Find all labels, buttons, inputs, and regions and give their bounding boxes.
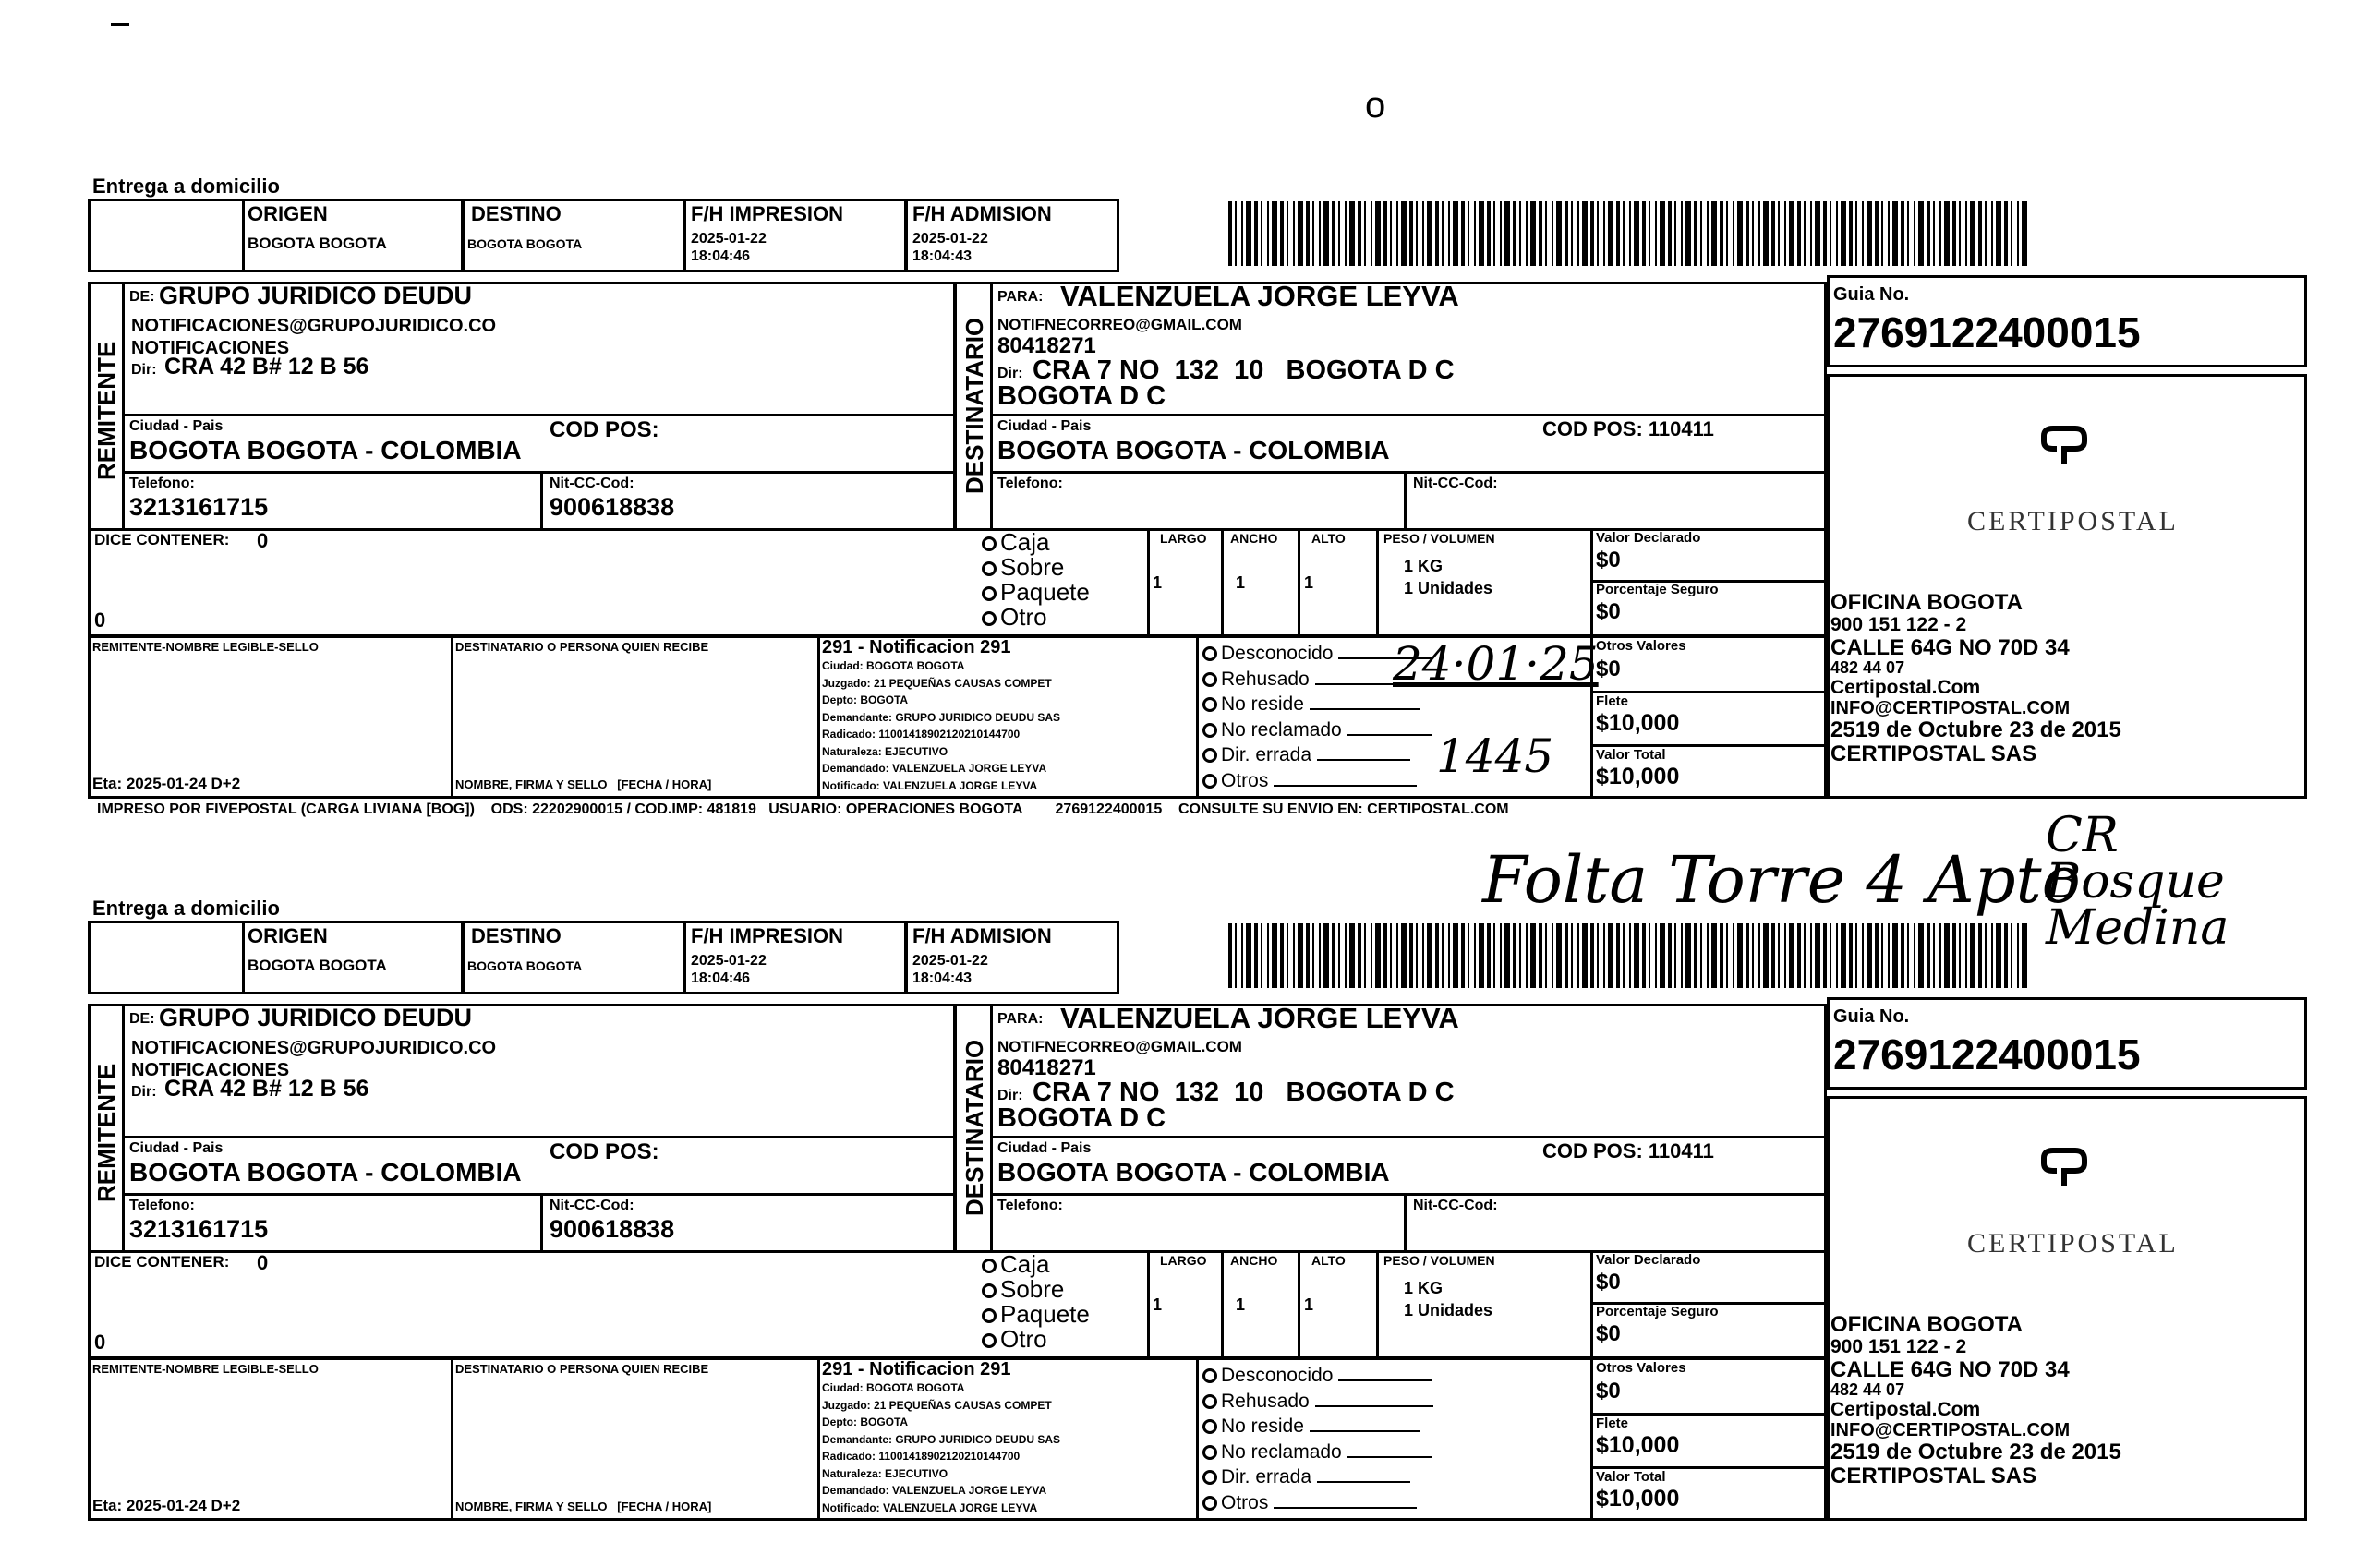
eta-value: Eta: 2025-01-24 D+2	[92, 775, 241, 792]
office-lines-item	[1830, 699, 2121, 719]
nit-label-dest: Nit-CC-Cod:	[1413, 1198, 1498, 1213]
item-text: OFICINA BOGOTA	[1830, 1312, 2023, 1337]
pseguro-label: Porcentaje Seguro	[1596, 582, 1719, 597]
admision-date: 2025-01-22	[912, 231, 988, 247]
pseguro-value: $0	[1596, 1321, 1621, 1346]
item-text: Desconocido	[1221, 643, 1334, 664]
destinatario-vertical-label: DESTINATARIO	[960, 317, 988, 494]
blank-line	[1317, 1481, 1410, 1483]
item-text: Caja	[1000, 528, 1050, 556]
firma-label: NOMBRE, FIRMA Y SELLO [FECHA / HORA]	[455, 1500, 712, 1513]
dim-vline3	[1376, 1250, 1379, 1359]
contenido-box	[88, 528, 1827, 637]
destinatario-direccion: CRA 7 NO 132 10 BOGOTA D C	[1033, 355, 1455, 385]
tipo-item	[982, 530, 1090, 555]
valdec-label: Valor Declarado	[1596, 1252, 1701, 1268]
destinatario-divider	[990, 282, 993, 531]
radio-circle-icon	[982, 611, 997, 626]
remitente-ciudad: BOGOTA BOGOTA - COLOMBIA	[129, 1158, 522, 1187]
office-lines-item	[1830, 1400, 2121, 1421]
ciudad-label-dest: Ciudad - Pais	[997, 418, 1092, 434]
item-text: Desconocido	[1221, 1365, 1334, 1386]
certipostal-logo-icon	[2036, 425, 2092, 467]
flete-value: $10,000	[1596, 710, 1680, 736]
item-text: Naturaleza: EJECUTIVO	[822, 1466, 948, 1480]
destinatario-id: 80418271	[997, 1055, 1096, 1080]
notif-lines-item	[822, 657, 1060, 675]
para-label: PARA:	[997, 1011, 1044, 1027]
office-lines-item	[1830, 659, 2121, 677]
footer-text: IMPRESO POR FIVEPOSTAL (CARGA LIVIANA [BOG]) ODS: 22202900015 / COD.IMP: 481819 USUARIO: OPERACIONES BOGOTA 2769122400015 CONSULTE SU ENVIO EN: CERTIPOSTAL.COM	[97, 801, 1509, 817]
office-lines-item	[1830, 591, 2121, 615]
dim-vline0	[1147, 528, 1150, 637]
item-text: 482 44 07	[1830, 658, 1905, 678]
office-lines-item	[1830, 1381, 2121, 1399]
dice-zero: 0	[94, 1331, 106, 1354]
impresion-time: 18:04:46	[691, 248, 751, 264]
rem-hline2	[122, 471, 956, 474]
tipo-item	[982, 580, 1090, 605]
remitente-email: NOTIFICACIONES@GRUPOJURIDICO.CO	[131, 1038, 497, 1058]
peso-label: PESO / VOLUMEN	[1383, 1253, 1495, 1268]
de-label: DE:	[129, 1011, 155, 1027]
remitente-divider	[122, 1004, 125, 1253]
radio-circle-icon	[982, 1283, 997, 1298]
item-text: CERTIPOSTAL SAS	[1830, 1464, 2037, 1489]
admision-header: F/H ADMISION	[912, 924, 1052, 947]
item-text: Sobre	[1000, 1275, 1065, 1303]
item-text: Radicado: 11001418902120210144700	[822, 728, 1021, 741]
item-text: Juzgado: 21 PEQUEÑAS CAUSAS COMPET	[822, 676, 1052, 690]
impresion-header: F/H IMPRESION	[691, 202, 844, 225]
admision-header: F/H ADMISION	[912, 202, 1052, 225]
remitente-direccion: CRA 42 B# 12 B 56	[164, 1076, 369, 1102]
item-text: No reclamado	[1221, 1440, 1342, 1463]
item-text: INFO@CERTIPOSTAL.COM	[1830, 1419, 2071, 1440]
destinatario-ciudad: BOGOTA BOGOTA - COLOMBIA	[997, 436, 1390, 464]
motivos-item	[1202, 1440, 1433, 1465]
firma-label: NOMBRE, FIRMA Y SELLO [FECHA / HORA]	[455, 777, 712, 791]
item-text: Otros	[1221, 1491, 1269, 1513]
telefono-label-dest: Telefono:	[997, 1198, 1063, 1213]
destinatario-email: NOTIFNECORREO@GMAIL.COM	[997, 316, 1242, 333]
header-empty-box	[88, 921, 245, 994]
ancho-value: 1	[1236, 1295, 1246, 1314]
alto-value: 1	[1304, 573, 1314, 592]
office-lines-item	[1830, 1358, 2121, 1382]
destinatario-email: NOTIFNECORREO@GMAIL.COM	[997, 1038, 1242, 1055]
dim-vline3	[1376, 528, 1379, 637]
dest-hline1	[990, 1136, 1827, 1138]
dest-vline	[1404, 471, 1407, 531]
item-text: 2519 de Octubre 23 de 2015	[1830, 1440, 2121, 1465]
destinatario-direccion: CRA 7 NO 132 10 BOGOTA D C	[1033, 1078, 1455, 1107]
item-text: 900 151 122 - 2	[1830, 613, 1967, 635]
handwritten-note1: Folta Torre 4 Apto	[1482, 842, 2081, 918]
rem-vline	[540, 471, 543, 531]
ancho-label: ANCHO	[1230, 1253, 1278, 1268]
remitente-ciudad: BOGOTA BOGOTA - COLOMBIA	[129, 436, 522, 464]
remitente-vertical-label: REMITENTE	[92, 1063, 120, 1202]
guia-label: Guia No.	[1833, 284, 1910, 305]
pseguro-label: Porcentaje Seguro	[1596, 1304, 1719, 1319]
unidades-value: 1 Unidades	[1404, 1301, 1493, 1319]
remitente-telefono: 3213161715	[129, 1215, 269, 1243]
contenido-box	[88, 1250, 1827, 1359]
dim-vline0	[1147, 1250, 1150, 1359]
nit-label-dest: Nit-CC-Cod:	[1413, 476, 1498, 491]
radio-circle-icon	[1202, 1368, 1217, 1383]
largo-value: 1	[1153, 1295, 1163, 1314]
radio-circle-icon	[1202, 672, 1217, 687]
destino-header: DESTINO	[471, 924, 562, 947]
motivos-item	[1202, 1389, 1433, 1415]
item-text: Otro	[1000, 1325, 1047, 1353]
dest-hline2	[990, 1193, 1827, 1196]
entrega-label: Entrega a domicilio	[92, 897, 280, 920]
codpos-label: COD POS:	[550, 1139, 659, 1164]
office-lines-item	[1830, 636, 2121, 660]
office-lines-item	[1830, 615, 2121, 636]
tipo-options	[982, 1252, 1090, 1352]
telefono-label: Telefono:	[129, 1198, 195, 1213]
remitente-name: GRUPO JURIDICO DEUDU	[159, 282, 473, 309]
dest-recibe-label: DESTINATARIO O PERSONA QUIEN RECIBE	[455, 1362, 709, 1376]
destinatario-name: VALENZUELA JORGE LEYVA	[1060, 1002, 1459, 1034]
origen-header: ORIGEN	[248, 924, 328, 947]
dir-label: Dir:	[131, 362, 157, 378]
otros-value: $0	[1596, 657, 1621, 681]
radio-circle-icon	[982, 586, 997, 601]
item-text: CALLE 64G NO 70D 34	[1830, 634, 2070, 660]
dir-label-dest: Dir:	[997, 366, 1023, 381]
tipo-item	[982, 1327, 1090, 1352]
certipostal-logo-icon	[2036, 1147, 2092, 1189]
radio-circle-icon	[1202, 1496, 1217, 1511]
rem-vline	[540, 1193, 543, 1253]
item-text: Juzgado: 21 PEQUEÑAS CAUSAS COMPET	[822, 1398, 1052, 1412]
pseguro-value: $0	[1596, 599, 1621, 624]
alto-label: ALTO	[1311, 531, 1346, 546]
tipo-item	[982, 555, 1090, 580]
alto-value: 1	[1304, 1295, 1314, 1314]
item-text: Depto: BOGOTA	[822, 693, 909, 706]
dim-vline2	[1298, 528, 1300, 637]
dim-vline1	[1221, 528, 1224, 637]
tipo-options	[982, 530, 1090, 630]
item-text: Certipostal.Com	[1830, 676, 1981, 698]
item-text: 900 151 122 - 2	[1830, 1335, 1967, 1357]
largo-label: LARGO	[1160, 531, 1207, 546]
total-label: Valor Total	[1596, 1469, 1666, 1485]
destino-header: DESTINO	[471, 202, 562, 225]
remitente-nit: 900618838	[550, 493, 675, 521]
otros-label: Otros Valores	[1596, 638, 1686, 654]
barcode	[1228, 923, 2027, 988]
remitente-name: GRUPO JURIDICO DEUDU	[159, 1004, 473, 1031]
item-text: Ciudad: BOGOTA BOGOTA	[822, 659, 965, 672]
flete-label: Flete	[1596, 693, 1629, 709]
certipostal-brand: CERTIPOSTAL	[1967, 506, 2179, 536]
office-lines-item	[1830, 1421, 2121, 1441]
ciudad-label: Ciudad - Pais	[129, 1140, 224, 1156]
item-text: Paquete	[1000, 578, 1090, 606]
dice-contener-label: DICE CONTENER:	[94, 1253, 230, 1271]
unidades-value: 1 Unidades	[1404, 579, 1493, 597]
destinatario-name: VALENZUELA JORGE LEYVA	[1060, 280, 1459, 312]
dir-label-dest: Dir:	[997, 1088, 1023, 1103]
remitente-vertical-label: REMITENTE	[92, 341, 120, 480]
guia-number: 2769122400015	[1833, 308, 2141, 356]
item-text: Demandante: GRUPO JURIDICO DEUDU SAS	[822, 710, 1061, 724]
item-text: CALLE 64G NO 70D 34	[1830, 1356, 2070, 1382]
dest-hline2	[990, 471, 1827, 474]
radio-circle-icon	[982, 1308, 997, 1323]
item-text: Otro	[1000, 603, 1047, 631]
firma-vline3	[1196, 1357, 1199, 1521]
office-lines	[1830, 1313, 2121, 1488]
largo-label: LARGO	[1160, 1253, 1207, 1268]
remitente-email: NOTIFICACIONES@GRUPOJURIDICO.CO	[131, 316, 497, 336]
largo-value: 1	[1153, 573, 1163, 592]
item-text: No reside	[1221, 693, 1304, 715]
radio-circle-icon	[1202, 646, 1217, 661]
flete-value: $10,000	[1596, 1432, 1680, 1458]
guia-number: 2769122400015	[1833, 1030, 2141, 1078]
dim-vline2	[1298, 1250, 1300, 1359]
para-label: PARA:	[997, 289, 1044, 305]
de-label: DE:	[129, 289, 155, 305]
rem-hline1	[122, 414, 956, 416]
motivos-item	[1202, 1363, 1433, 1389]
item-text: INFO@CERTIPOSTAL.COM	[1830, 697, 2071, 718]
motivos-item	[1202, 1490, 1433, 1516]
item-text: No reside	[1221, 1416, 1304, 1437]
ancho-value: 1	[1236, 573, 1246, 592]
item-text: 2519 de Octubre 23 de 2015	[1830, 717, 2121, 743]
destinatario-divider	[990, 1004, 993, 1253]
guia-label: Guia No.	[1833, 1006, 1910, 1027]
office-lines-item	[1830, 1337, 2121, 1358]
remitente-telefono: 3213161715	[129, 493, 269, 521]
dest-recibe-label: DESTINATARIO O PERSONA QUIEN RECIBE	[455, 640, 709, 654]
item-text: Depto: BOGOTA	[822, 1416, 909, 1428]
admision-time: 18:04:43	[912, 248, 973, 264]
motivos-item	[1202, 692, 1433, 717]
item-text: Notificado: VALENZUELA JORGE LEYVA	[822, 1500, 1038, 1514]
remitente-name2: NOTIFICACIONES	[131, 1060, 290, 1080]
item-text: Dir. errada	[1221, 1466, 1312, 1488]
destino-value: BOGOTA BOGOTA	[467, 236, 583, 251]
dice-contener-value: 0	[257, 1251, 269, 1274]
item-text: Dir. errada	[1221, 744, 1312, 765]
certipostal-brand: CERTIPOSTAL	[1967, 1228, 2179, 1259]
valdec-value: $0	[1596, 548, 1621, 572]
nit-label: Nit-CC-Cod:	[550, 476, 634, 491]
radio-circle-icon	[1202, 1470, 1217, 1485]
destinatario-vertical-label: DESTINATARIO	[960, 1039, 988, 1216]
item-text: Sobre	[1000, 553, 1065, 581]
total-value: $10,000	[1596, 764, 1680, 789]
impresion-time: 18:04:46	[691, 970, 751, 986]
notif-lines-item	[822, 1500, 1060, 1517]
tipo-item	[982, 1252, 1090, 1277]
tipo-item	[982, 1277, 1090, 1302]
item-text: Rehusado	[1221, 668, 1310, 690]
top-mark: o	[1365, 85, 1386, 126]
item-text: Demandante: GRUPO JURIDICO DEUDU SAS	[822, 1432, 1061, 1446]
remitente-divider	[122, 282, 125, 531]
item-text: Rehusado	[1221, 1390, 1310, 1412]
blank-line	[1274, 1507, 1417, 1509]
rem-sello-label: REMITENTE-NOMBRE LEGIBLE-SELLO	[92, 1362, 319, 1376]
office-lines-item	[1830, 1440, 2121, 1464]
barcode	[1228, 201, 2027, 266]
motivos-item	[1202, 1464, 1433, 1490]
impresion-header: F/H IMPRESION	[691, 924, 844, 947]
remitente-name2: NOTIFICACIONES	[131, 338, 290, 358]
entrega-label: Entrega a domicilio	[92, 175, 280, 198]
destino-value: BOGOTA BOGOTA	[467, 958, 583, 973]
tipo-item	[982, 605, 1090, 630]
notif-lines-item	[822, 1482, 1060, 1500]
radio-circle-icon	[1202, 1394, 1217, 1409]
peso-value: 1 KG	[1404, 1279, 1444, 1297]
peso-value: 1 KG	[1404, 557, 1444, 575]
item-text: 482 44 07	[1830, 1380, 1905, 1400]
item-text: Ciudad: BOGOTA BOGOTA	[822, 1381, 965, 1394]
admision-date: 2025-01-22	[912, 953, 988, 969]
notif-lines-item	[822, 692, 1060, 709]
blank-line	[1315, 1405, 1433, 1407]
eta-value: Eta: 2025-01-24 D+2	[92, 1497, 241, 1514]
dir-label: Dir:	[131, 1084, 157, 1100]
ciudad-label-dest: Ciudad - Pais	[997, 1140, 1092, 1156]
telefono-label-dest: Telefono:	[997, 476, 1063, 491]
valdec-value: $0	[1596, 1270, 1621, 1295]
radio-circle-icon	[982, 1259, 997, 1273]
impresion-date: 2025-01-22	[691, 953, 767, 969]
alto-label: ALTO	[1311, 1253, 1346, 1268]
tipo-item	[982, 1302, 1090, 1327]
radio-circle-icon	[982, 1333, 997, 1348]
firma-vline1	[451, 1357, 453, 1521]
remitente-nit: 900618838	[550, 1215, 675, 1243]
notif-lines-item	[822, 1448, 1060, 1465]
item-text: Naturaleza: EJECUTIVO	[822, 744, 948, 758]
dice-contener-label: DICE CONTENER:	[94, 531, 230, 548]
radio-circle-icon	[1202, 697, 1217, 712]
notif-lines-item	[822, 675, 1060, 693]
notif-lines-item	[822, 1465, 1060, 1483]
handwritten-note2: CR Bosque Medina	[2046, 808, 2229, 956]
item-text: Caja	[1000, 1250, 1050, 1278]
origen-header: ORIGEN	[248, 202, 328, 225]
notif-lines	[822, 1379, 1060, 1516]
dim-vline1	[1221, 1250, 1224, 1359]
radio-circle-icon	[982, 536, 997, 551]
otros-value: $0	[1596, 1379, 1621, 1403]
handwritten-date: 24·01·25	[1393, 637, 1599, 691]
notif-lines-item	[822, 1431, 1060, 1449]
item-text: Certipostal.Com	[1830, 1398, 1981, 1420]
total-value: $10,000	[1596, 1486, 1680, 1512]
dest-vline	[1404, 1193, 1407, 1253]
codpos-label: COD POS:	[550, 417, 659, 442]
blank-line	[1338, 1379, 1432, 1381]
notif-lines-item	[822, 1379, 1060, 1397]
item-text: Paquete	[1000, 1300, 1090, 1328]
remitente-direccion: CRA 42 B# 12 B 56	[164, 354, 369, 379]
item-text: OFICINA BOGOTA	[1830, 590, 2023, 615]
header-empty-box	[88, 199, 245, 272]
dice-contener-value: 0	[257, 529, 269, 552]
firma-vline2	[817, 1357, 820, 1521]
office-lines-item	[1830, 1313, 2121, 1337]
telefono-label: Telefono:	[129, 476, 195, 491]
item-text: Demandado: VALENZUELA JORGE LEYVA	[822, 762, 1047, 775]
item-text: Radicado: 11001418902120210144700	[822, 1450, 1021, 1463]
motivos-item	[1202, 1414, 1433, 1440]
destinatario-direccion2: BOGOTA D C	[997, 1103, 1166, 1133]
notif-lines-item	[822, 1414, 1060, 1431]
radio-circle-icon	[982, 561, 997, 576]
rem-sello-label: REMITENTE-NOMBRE LEGIBLE-SELLO	[92, 640, 319, 654]
ancho-label: ANCHO	[1230, 531, 1278, 546]
rem-hline2	[122, 1193, 956, 1196]
handwritten-time: 1445	[1436, 729, 1554, 783]
destinatario-codpos: COD POS: 110411	[1542, 1139, 1714, 1163]
rem-hline1	[122, 1136, 956, 1138]
item-text: No reclamado	[1221, 718, 1342, 741]
admision-time: 18:04:43	[912, 970, 973, 986]
valdec-label: Valor Declarado	[1596, 530, 1701, 546]
impresion-date: 2025-01-22	[691, 231, 767, 247]
notif-title: 291 - Notificacion 291	[822, 637, 1011, 657]
destinatario-direccion2: BOGOTA D C	[997, 381, 1166, 411]
otros-label: Otros Valores	[1596, 1360, 1686, 1376]
radio-circle-icon	[1202, 1419, 1217, 1434]
blank-line	[1347, 1456, 1432, 1458]
total-label: Valor Total	[1596, 747, 1666, 763]
item-text: Notificado: VALENZUELA JORGE LEYVA	[822, 778, 1038, 792]
notif-title: 291 - Notificacion 291	[822, 1359, 1011, 1379]
blank-line	[1310, 1430, 1420, 1432]
office-lines-item	[1830, 1464, 2121, 1488]
ciudad-label: Ciudad - Pais	[129, 418, 224, 434]
item-text: Demandado: VALENZUELA JORGE LEYVA	[822, 1484, 1047, 1497]
office-lines-item	[1830, 678, 2121, 699]
origen-value: BOGOTA BOGOTA	[248, 235, 387, 252]
dice-zero: 0	[94, 608, 106, 632]
radio-circle-icon	[1202, 1445, 1217, 1460]
motivos-options	[1202, 1363, 1433, 1515]
nit-label: Nit-CC-Cod:	[550, 1198, 634, 1213]
item-text: CERTIPOSTAL SAS	[1830, 741, 2037, 767]
destinatario-codpos: COD POS: 110411	[1542, 417, 1714, 440]
notif-lines-item	[822, 1397, 1060, 1415]
item-text: Otros	[1221, 769, 1269, 791]
origen-value: BOGOTA BOGOTA	[248, 957, 387, 974]
destinatario-id: 80418271	[997, 333, 1096, 358]
peso-label: PESO / VOLUMEN	[1383, 531, 1495, 546]
destinatario-ciudad: BOGOTA BOGOTA - COLOMBIA	[997, 1158, 1390, 1187]
flete-label: Flete	[1596, 1416, 1629, 1431]
dest-hline1	[990, 414, 1827, 416]
blank-line	[1310, 708, 1420, 710]
